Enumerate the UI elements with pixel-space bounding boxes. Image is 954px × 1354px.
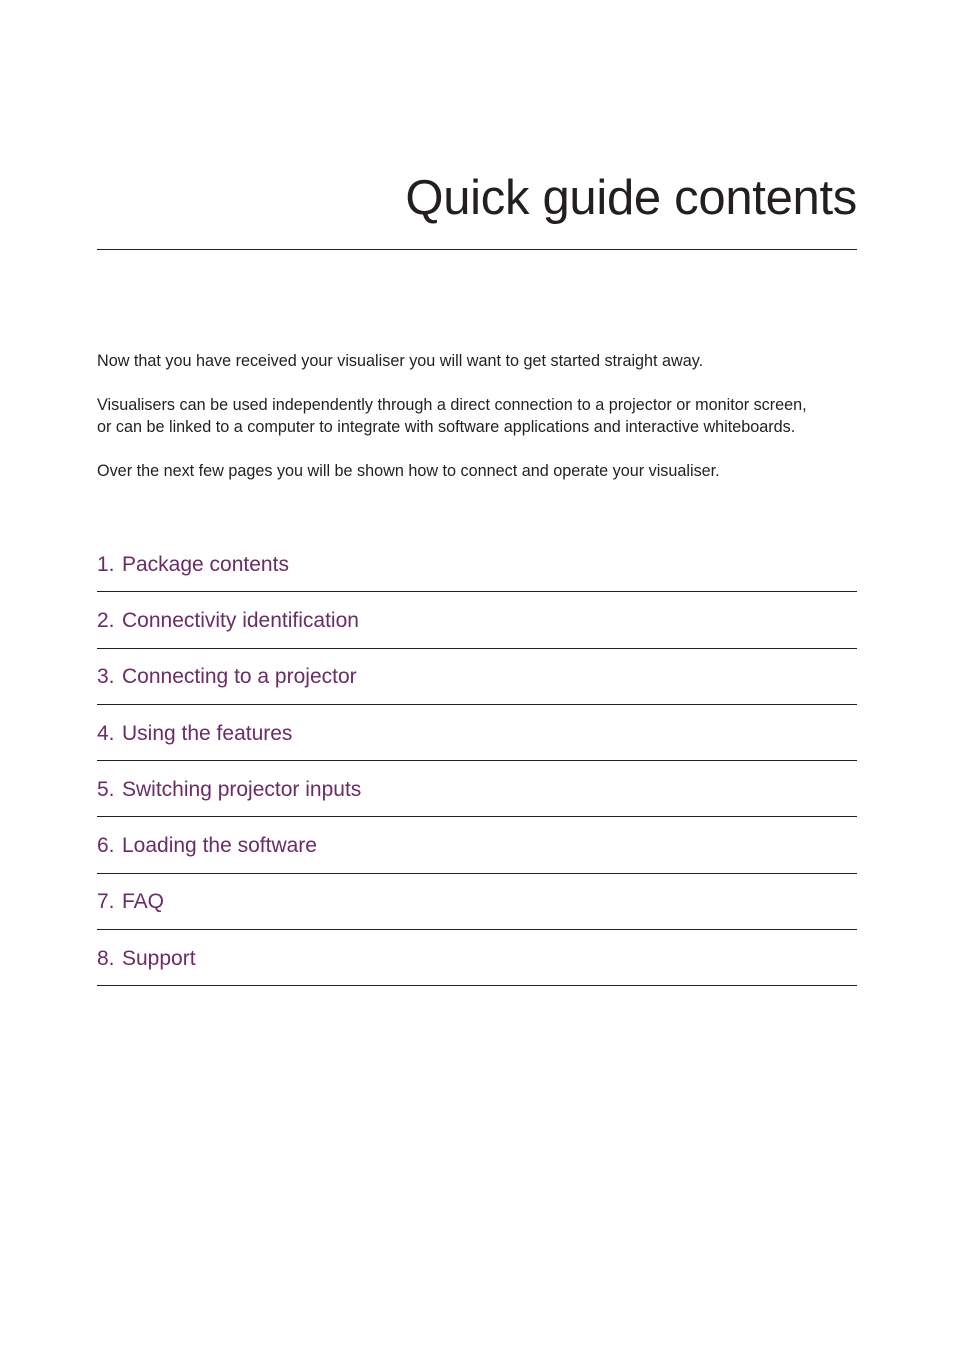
toc-item-faq[interactable]	[97, 874, 857, 930]
toc-item-loading-the-software[interactable]	[97, 817, 857, 873]
intro-paragraph-1: Now that you have received your visualiser you will want to get started straight away.	[97, 352, 704, 370]
intro-text	[97, 350, 867, 504]
intro-paragraph-2: Visualisers can be used independently through a direct connection to a projector or monitor screen, or can be linked to a computer to integrate with software applications and interactive whiteboards.	[97, 396, 807, 436]
toc-item-label: Loading the software	[122, 834, 317, 858]
toc-item-switching-projector-inputs[interactable]	[97, 761, 857, 817]
toc-item-number: 6.	[97, 834, 115, 858]
toc-item-number: 4.	[97, 721, 115, 745]
table-of-contents	[97, 536, 857, 986]
toc-item-support[interactable]	[97, 930, 857, 986]
toc-item-label: Connectivity identification	[122, 608, 359, 632]
toc-item-number: 2.	[97, 608, 115, 632]
toc-item-label: Switching projector inputs	[122, 777, 362, 801]
toc-item-label: Using the features	[122, 721, 293, 745]
toc-item-number: 1.	[97, 552, 115, 576]
toc-item-label: Support	[122, 946, 196, 970]
title-divider	[97, 249, 857, 250]
toc-item-number: 7.	[97, 890, 115, 914]
toc-item-number: 3.	[97, 665, 115, 689]
toc-item-label: FAQ	[122, 890, 165, 914]
page-title: Quick guide contents	[405, 171, 857, 225]
toc-item-label: Connecting to a projector	[122, 665, 357, 689]
toc-item-number: 8.	[97, 946, 115, 970]
toc-item-number: 5.	[97, 777, 115, 801]
toc-item-package-contents[interactable]	[97, 536, 857, 592]
toc-item-connectivity-identification[interactable]	[97, 592, 857, 648]
intro-paragraph-3: Over the next few pages you will be shown how to connect and operate your visualiser.	[97, 462, 720, 480]
toc-item-label: Package contents	[122, 552, 289, 576]
toc-item-connecting-to-a-projector[interactable]	[97, 649, 857, 705]
toc-item-using-the-features[interactable]	[97, 705, 857, 761]
